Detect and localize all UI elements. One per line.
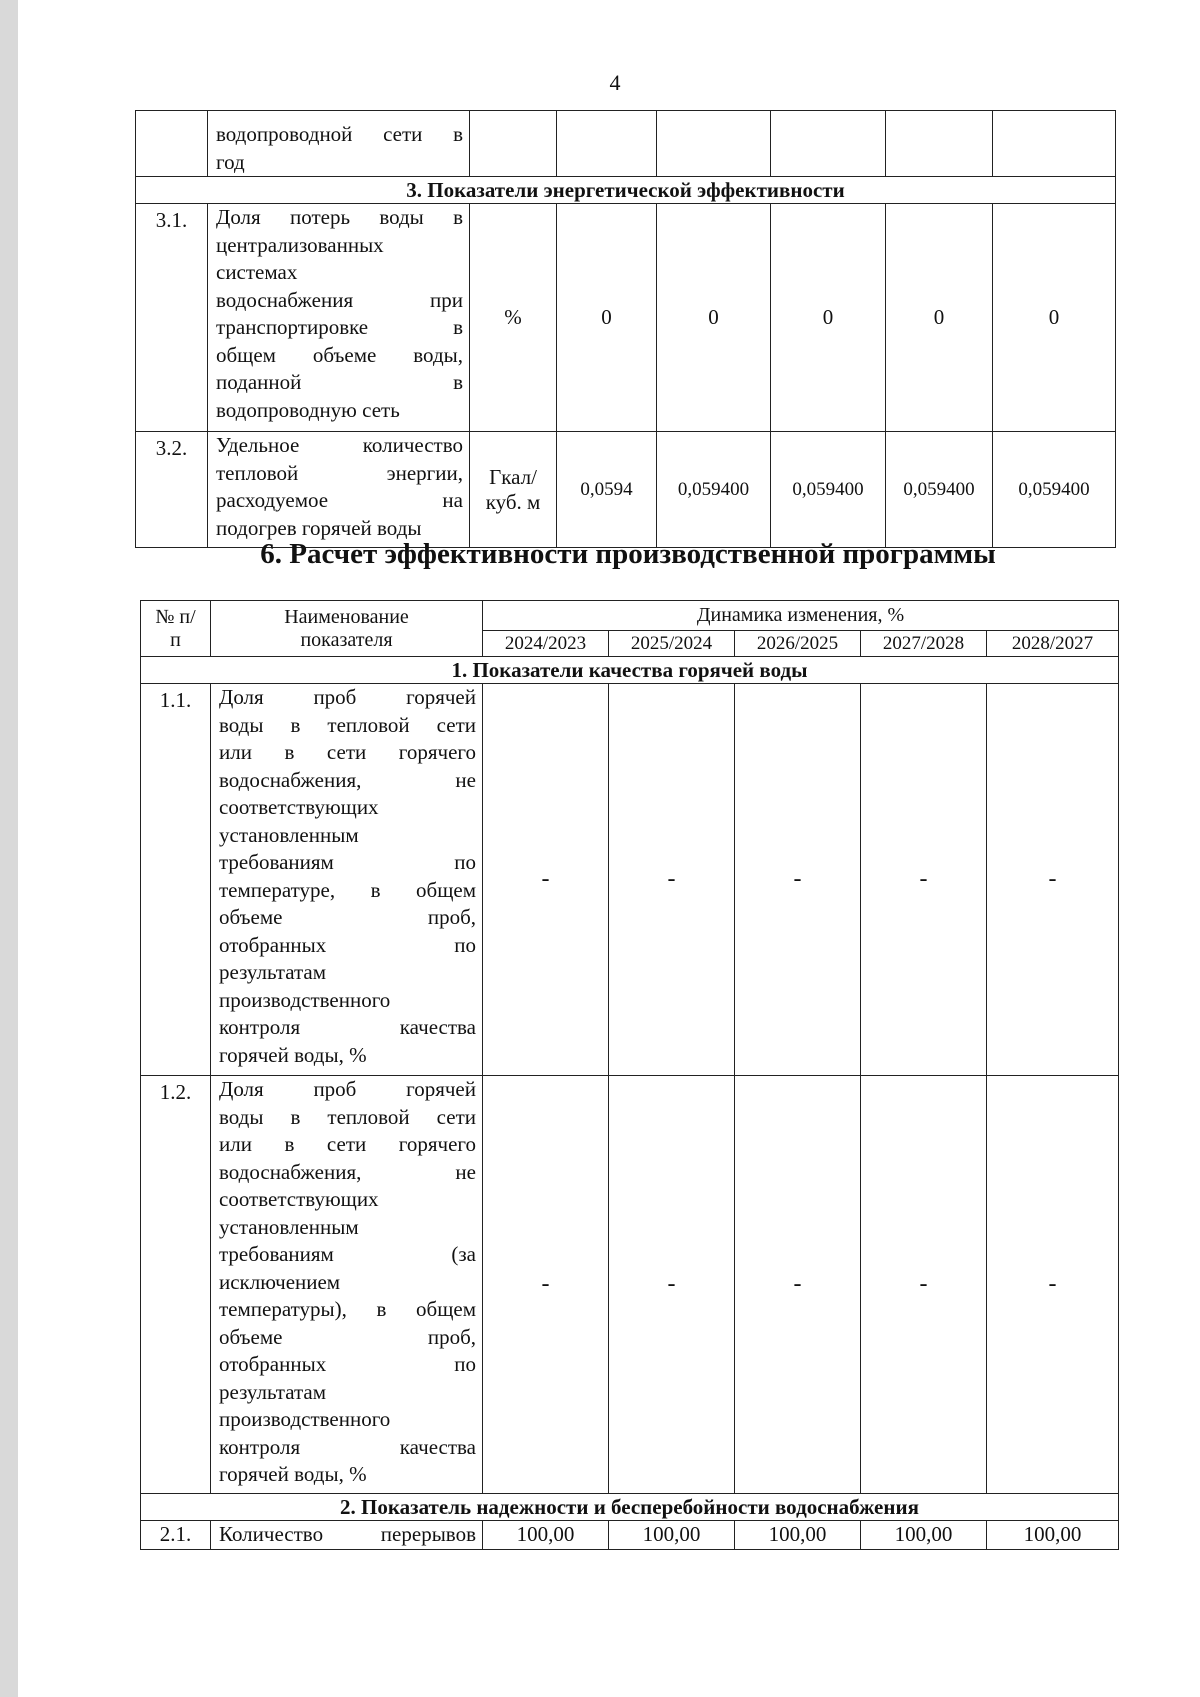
value-cell: 0 (657, 204, 771, 432)
table-row (141, 1521, 1119, 1550)
value-cell: 0 (886, 204, 993, 432)
value-cell: - (861, 1076, 987, 1494)
value-cell: - (609, 1076, 735, 1494)
indicator-name: Доля потерь воды в централизованных системах водоснабжения при транспортировке в общем объеме воды, поданной в водопроводную сеть (208, 204, 470, 432)
program-efficiency-table (140, 600, 1119, 1550)
value-cell: - (735, 684, 861, 1076)
continuation-row (136, 111, 1116, 177)
year-header: 2028/2027 (987, 631, 1119, 657)
section6-heading: 6. Расчет эффективности производственной программы (260, 538, 996, 570)
section3-title: 3. Показатели энергетической эффективности (136, 177, 1116, 204)
col-dynamics-header: Динамика изменения, % (483, 601, 1119, 631)
value-cell: 100,00 (609, 1521, 735, 1550)
value-cell: - (861, 684, 987, 1076)
table-row (141, 1076, 1119, 1494)
value-cell: - (987, 1076, 1119, 1494)
col-number-header: № п/п (141, 601, 211, 657)
value-cell: 0 (993, 204, 1116, 432)
col-name-header: Наименование показателя (211, 601, 483, 657)
year-header: 2027/2028 (861, 631, 987, 657)
row-number: 1.1. (141, 684, 211, 1076)
value-cell: 100,00 (861, 1521, 987, 1550)
continuation-text: водопроводной сети в год (208, 111, 470, 177)
value-cell: 100,00 (735, 1521, 861, 1550)
value-cell: - (735, 1076, 861, 1494)
header-row (141, 601, 1119, 631)
value-cell: 0 (557, 204, 657, 432)
value-cell: - (483, 684, 609, 1076)
value-cell: - (987, 684, 1119, 1076)
value-cell: 100,00 (483, 1521, 609, 1550)
section-title-row (141, 1494, 1119, 1521)
indicator-name: Доля проб горячей воды в тепловой сети или в сети горячего водоснабжения, не соответствующих установленным требованиям по температуре, в общем объеме проб, отобранных по результатам производственного контроля качества горячей воды, % (211, 684, 483, 1076)
value-cell: - (609, 684, 735, 1076)
row-number: 3.1. (136, 204, 208, 432)
table-row (136, 432, 1116, 548)
indicator-name: Количество перерывов (211, 1521, 483, 1550)
value-cell: 100,00 (987, 1521, 1119, 1550)
efficiency-indicators-table (135, 110, 1116, 548)
value-cell: 0 (771, 204, 886, 432)
page-number: 4 (609, 70, 621, 95)
value-cell: 0,059400 (657, 432, 771, 548)
section1-title: 1. Показатели качества горячей воды (141, 657, 1119, 684)
section-title-row (141, 657, 1119, 684)
value-cell: 0,059400 (993, 432, 1116, 548)
row-number: 2.1. (141, 1521, 211, 1550)
unit-cell: % (470, 204, 557, 432)
table-row (136, 204, 1116, 432)
section-title-row (136, 177, 1116, 204)
value-cell: - (483, 1076, 609, 1494)
value-cell: 0,059400 (886, 432, 993, 548)
table-row (141, 684, 1119, 1076)
scan-edge (0, 0, 18, 1697)
section2-title: 2. Показатель надежности и бесперебойности водоснабжения (141, 1494, 1119, 1521)
value-cell: 0,059400 (771, 432, 886, 548)
row-number: 3.2. (136, 432, 208, 548)
value-cell: 0,0594 (557, 432, 657, 548)
indicator-name: Удельное количество тепловой энергии, расходуемое на подогрев горячей воды (208, 432, 470, 548)
year-header: 2026/2025 (735, 631, 861, 657)
row-number: 1.2. (141, 1076, 211, 1494)
year-header: 2024/2023 (483, 631, 609, 657)
unit-cell: Гкал/ куб. м (470, 432, 557, 548)
year-header: 2025/2024 (609, 631, 735, 657)
indicator-name: Доля проб горячей воды в тепловой сети или в сети горячего водоснабжения, не соответствующих установленным требованиям (за исключением температуры), в общем объеме проб, отобранных по результатам производственного контроля качества горячей воды, % (211, 1076, 483, 1494)
